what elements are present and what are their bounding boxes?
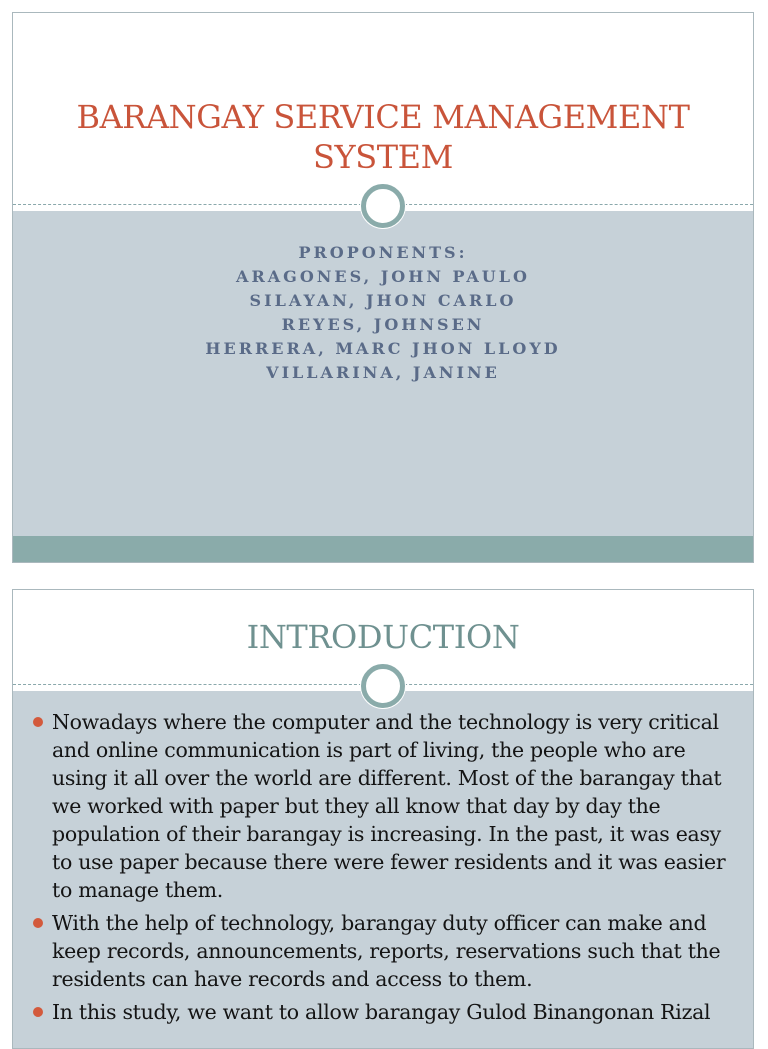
proponent-name: REYES, JOHNSEN [281,315,485,334]
bullet-item [33,909,741,993]
bullet-text: Nowadays where the computer and the technology is very critical and online communication is part of living, the people who are using it all over the world are different. Most of the barangay that we worked with paper but they all know that day by day the population of their barangay is increasing. In the past, it was easy to use paper because there were fewer residents and it was easier to manage them. [52,710,726,902]
slide-title-line-1: BARANGAY SERVICE MANAGEMENT [76,98,690,136]
circle-ring-icon [361,664,405,708]
proponents-heading: PROPONENTS: [298,243,468,262]
bullet-text: In this study, we want to allow barangay Gulod Binangonan Rizal [52,1000,711,1024]
bullet-item [33,708,741,904]
title-slide [12,12,754,563]
introduction-slide [12,589,754,1049]
footer-band [13,536,753,562]
slide-title-line-2: SYSTEM [312,138,454,176]
bullet-dot-icon [33,717,43,727]
bullet-dot-icon [33,1007,43,1017]
bullet-text: With the help of technology, barangay duty officer can make and keep records, announcements, reports, reservations such that the residents can have records and access to them. [52,911,721,991]
bullet-list [33,708,741,1031]
proponent-name: SILAYAN, JHON CARLO [249,291,517,310]
proponent-name: ARAGONES, JOHN PAULO [236,267,530,286]
proponents-block [13,241,753,385]
bullet-item [33,998,741,1026]
slide-title: INTRODUCTION [246,618,520,656]
proponent-name: HERRERA, MARC JHON LLOYD [205,339,561,358]
circle-ring-icon [361,184,405,228]
bullet-dot-icon [33,918,43,928]
proponent-name: VILLARINA, JANINE [266,363,500,382]
